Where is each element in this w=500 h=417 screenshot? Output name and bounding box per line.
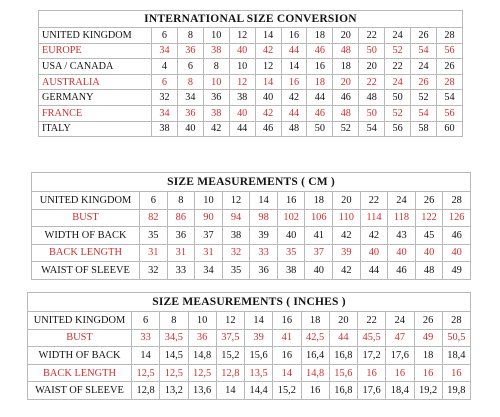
table-cell: 18,4 [386,382,414,400]
table-cell: 34 [152,43,178,59]
table-cell: 40 [415,244,443,262]
table-cell: 12,8 [216,364,244,382]
table-cell: 8 [160,312,188,330]
table-cell: 10 [195,192,223,210]
table-cell: 48 [281,121,307,137]
table-cell: 45,5 [358,329,386,347]
table-cell: 13,5 [245,364,273,382]
table-cell: 15,2 [273,382,301,400]
table-cell: 56 [436,43,462,59]
table-cell: 82 [140,209,168,227]
table-cell: 18 [307,74,333,90]
table-cell: 16,4 [301,347,329,365]
table-cell: 14,8 [301,364,329,382]
table-cell: 28 [443,192,471,210]
table-cell: 14 [281,59,307,75]
table-cell: 17,6 [386,347,414,365]
row-label: BUST [32,209,140,227]
table-row [32,227,471,245]
table-cell: 24 [411,59,437,75]
table-cell: 24 [388,192,416,210]
table-cell: 20 [333,28,359,44]
table-cell: 46 [255,121,281,137]
row-label: WAIST OF SLEEVE [32,262,140,280]
table-cell: 8 [177,74,203,90]
table-cell: 50 [359,105,385,121]
table-cell: 14 [132,347,160,365]
table-cell: 49 [414,329,442,347]
table-cell: 24 [385,28,411,44]
table-row [39,59,463,75]
table-cell: 34 [152,105,178,121]
table-cell: 54 [411,43,437,59]
table-row [28,382,471,400]
table-row [28,347,471,365]
table-cell: 14 [273,364,301,382]
table-body [39,28,463,137]
table-cell: 42 [255,105,281,121]
table-cell: 14,5 [160,347,188,365]
table-cell: 14 [250,192,278,210]
table-cell: 42 [360,227,388,245]
table-cell: 42 [203,121,229,137]
table-body [32,192,471,280]
table-cell: 122 [415,209,443,227]
table-cell: 58 [411,121,437,137]
table-cell: 44 [360,262,388,280]
table-cell: 16 [414,364,442,382]
table-cell: 54 [436,90,462,106]
table-cell: 22 [358,312,386,330]
table-cell: 10 [188,312,216,330]
table-cell: 46 [443,227,471,245]
table-row [32,244,471,262]
table-cell: 26 [436,59,462,75]
table-cell: 16 [281,28,307,44]
row-label: BACK LENGTH [28,364,132,382]
table-row [28,329,471,347]
size-measurements-inches-table [27,292,471,400]
table-cell: 36 [188,329,216,347]
table-cell: 40 [177,121,203,137]
table-cell: 106 [305,209,333,227]
table-cell: 8 [203,59,229,75]
table-cell: 24 [386,312,414,330]
table-cell: 12 [229,28,255,44]
table-cell: 15,6 [329,364,357,382]
table-cell: 52 [385,105,411,121]
table-cell: 40 [277,227,305,245]
table-row [28,312,471,330]
table-cell: 10 [229,59,255,75]
table-cell: 16,8 [329,347,357,365]
table-cell: 48 [333,105,359,121]
table-cell: 86 [167,209,195,227]
table-cell: 32 [152,90,178,106]
table-cell: 48 [415,262,443,280]
table-cell: 38 [229,90,255,106]
table-cell: 28 [436,28,462,44]
row-label: UNITED KINGDOM [32,192,140,210]
table-cell: 20 [359,59,385,75]
table-cell: 33 [132,329,160,347]
table-cell: 41 [305,227,333,245]
table-cell: 44 [281,105,307,121]
table-title: SIZE MEASUREMENTS ( INCHES ) [28,293,471,312]
table-cell: 40 [229,43,255,59]
table-row [39,105,463,121]
table-cell: 31 [195,244,223,262]
table-title: INTERNATIONAL SIZE CONVERSION [39,11,463,28]
table-cell: 18 [333,59,359,75]
table-cell: 22 [359,28,385,44]
table-cell: 14 [255,28,281,44]
table-title: SIZE MEASUREMENTS ( CM ) [32,173,471,192]
table-cell: 12 [255,59,281,75]
row-label: BUST [28,329,132,347]
row-label: GERMANY [39,90,152,106]
table-cell: 36 [177,105,203,121]
table-cell: 33 [167,262,195,280]
table-cell: 19,2 [414,382,442,400]
table-cell: 46 [333,90,359,106]
table-cell: 14 [245,312,273,330]
table-cell: 17,2 [358,347,386,365]
table-cell: 18,4 [442,347,470,365]
table-cell: 22 [385,59,411,75]
table-cell: 41 [273,329,301,347]
table-cell: 40 [255,90,281,106]
table-row [39,74,463,90]
row-label: AUSTRALIA [39,74,152,90]
table-cell: 32 [140,262,168,280]
table-cell: 26 [411,28,437,44]
table-cell: 31 [140,244,168,262]
table-cell: 32 [222,244,250,262]
table-cell: 50 [359,43,385,59]
table-cell: 20 [333,192,361,210]
table-cell: 26 [411,74,437,90]
table-row [32,262,471,280]
table-row [32,192,471,210]
row-label: FRANCE [39,105,152,121]
table-cell: 8 [177,28,203,44]
table-cell: 6 [152,28,178,44]
table-cell: 12,8 [132,382,160,400]
table-cell: 36 [177,43,203,59]
table-cell: 10 [203,74,229,90]
table-cell: 54 [411,105,437,121]
table-cell: 102 [277,209,305,227]
table-cell: 34,5 [160,329,188,347]
table-cell: 44 [281,43,307,59]
table-cell: 36 [167,227,195,245]
table-cell: 12 [222,192,250,210]
table-cell: 6 [177,59,203,75]
table-cell: 50 [385,90,411,106]
table-cell: 37,5 [216,329,244,347]
table-cell: 16 [307,59,333,75]
table-cell: 8 [167,192,195,210]
table-cell: 98 [250,209,278,227]
table-cell: 16 [358,364,386,382]
table-cell: 38 [277,262,305,280]
table-cell: 36 [250,262,278,280]
table-cell: 40 [388,244,416,262]
table-cell: 24 [385,74,411,90]
table-cell: 42 [333,227,361,245]
table-cell: 18 [301,312,329,330]
table-row [39,121,463,137]
table-cell: 35 [222,262,250,280]
table-cell: 94 [222,209,250,227]
table-cell: 16 [442,364,470,382]
table-cell: 39 [245,329,273,347]
table-cell: 39 [333,244,361,262]
table-cell: 26 [415,192,443,210]
table-cell: 31 [167,244,195,262]
table-cell: 19,8 [442,382,470,400]
table-cell: 6 [140,192,168,210]
row-label: ITALY [39,121,152,137]
table-cell: 16 [273,312,301,330]
row-label: WIDTH OF BACK [28,347,132,365]
table-cell: 37 [305,244,333,262]
table-cell: 13,6 [188,382,216,400]
table-cell: 50 [307,121,333,137]
table-cell: 47 [386,329,414,347]
table-cell: 14,4 [245,382,273,400]
table-cell: 40 [360,244,388,262]
table-cell: 38 [222,227,250,245]
table-cell: 12,5 [132,364,160,382]
table-row [39,43,463,59]
row-label: UNITED KINGDOM [39,28,152,44]
table-cell: 40 [305,262,333,280]
table-cell: 22 [360,192,388,210]
table-cell: 48 [333,43,359,59]
table-cell: 126 [443,209,471,227]
table-cell: 39 [250,227,278,245]
table-cell: 52 [333,121,359,137]
table-cell: 90 [195,209,223,227]
table-cell: 12 [229,74,255,90]
table-cell: 28 [436,74,462,90]
table-cell: 40 [443,244,471,262]
international-size-conversion-table [38,10,463,137]
table-cell: 44 [307,90,333,106]
table-cell: 38 [152,121,178,137]
table-cell: 18 [305,192,333,210]
table-cell: 12,5 [160,364,188,382]
table-cell: 46 [307,43,333,59]
table-cell: 20 [333,74,359,90]
table-cell: 52 [411,90,437,106]
table-cell: 16 [277,192,305,210]
table-cell: 20 [329,312,357,330]
table-row [32,209,471,227]
table-cell: 16 [281,74,307,90]
table-cell: 40 [229,105,255,121]
row-label: USA / CANADA [39,59,152,75]
table-cell: 34 [177,90,203,106]
row-label: WIDTH OF BACK [32,227,140,245]
table-cell: 38 [203,43,229,59]
row-label: UNITED KINGDOM [28,312,132,330]
table-cell: 36 [203,90,229,106]
table-cell: 16 [273,347,301,365]
table-cell: 28 [442,312,470,330]
table-cell: 16,8 [329,382,357,400]
table-cell: 114 [360,209,388,227]
table-cell: 60 [436,121,462,137]
table-cell: 42 [333,262,361,280]
table-cell: 46 [307,105,333,121]
table-row [28,364,471,382]
table-cell: 34 [195,262,223,280]
table-cell: 50,5 [442,329,470,347]
table-cell: 42 [281,90,307,106]
table-cell: 49 [443,262,471,280]
table-cell: 12,5 [188,364,216,382]
table-cell: 4 [152,59,178,75]
row-label: EUROPE [39,43,152,59]
table-cell: 56 [385,121,411,137]
table-row [39,28,463,44]
table-cell: 43 [388,227,416,245]
table-cell: 46 [388,262,416,280]
table-cell: 26 [414,312,442,330]
table-cell: 15,6 [245,347,273,365]
table-cell: 110 [333,209,361,227]
table-cell: 45 [415,227,443,245]
table-cell: 18 [307,28,333,44]
table-cell: 14 [255,74,281,90]
table-cell: 38 [203,105,229,121]
table-cell: 13,2 [160,382,188,400]
table-cell: 14 [216,382,244,400]
table-cell: 118 [388,209,416,227]
table-cell: 37 [195,227,223,245]
table-cell: 18 [414,347,442,365]
table-cell: 54 [359,121,385,137]
table-cell: 10 [203,28,229,44]
table-cell: 35 [140,227,168,245]
table-cell: 44 [329,329,357,347]
row-label: WAIST OF SLEEVE [28,382,132,400]
table-cell: 6 [152,74,178,90]
table-cell: 48 [359,90,385,106]
table-cell: 14,8 [188,347,216,365]
table-body [28,312,471,400]
table-cell: 42,5 [301,329,329,347]
table-cell: 6 [132,312,160,330]
table-cell: 12 [216,312,244,330]
table-cell: 42 [255,43,281,59]
row-label: BACK LENGTH [32,244,140,262]
table-cell: 22 [359,74,385,90]
table-cell: 17,6 [358,382,386,400]
table-cell: 15,2 [216,347,244,365]
table-cell: 16 [386,364,414,382]
table-cell: 52 [385,43,411,59]
table-cell: 35 [277,244,305,262]
size-measurements-cm-table [31,172,471,280]
table-cell: 56 [436,105,462,121]
table-cell: 16 [301,382,329,400]
table-row [39,90,463,106]
table-cell: 44 [229,121,255,137]
table-cell: 33 [250,244,278,262]
